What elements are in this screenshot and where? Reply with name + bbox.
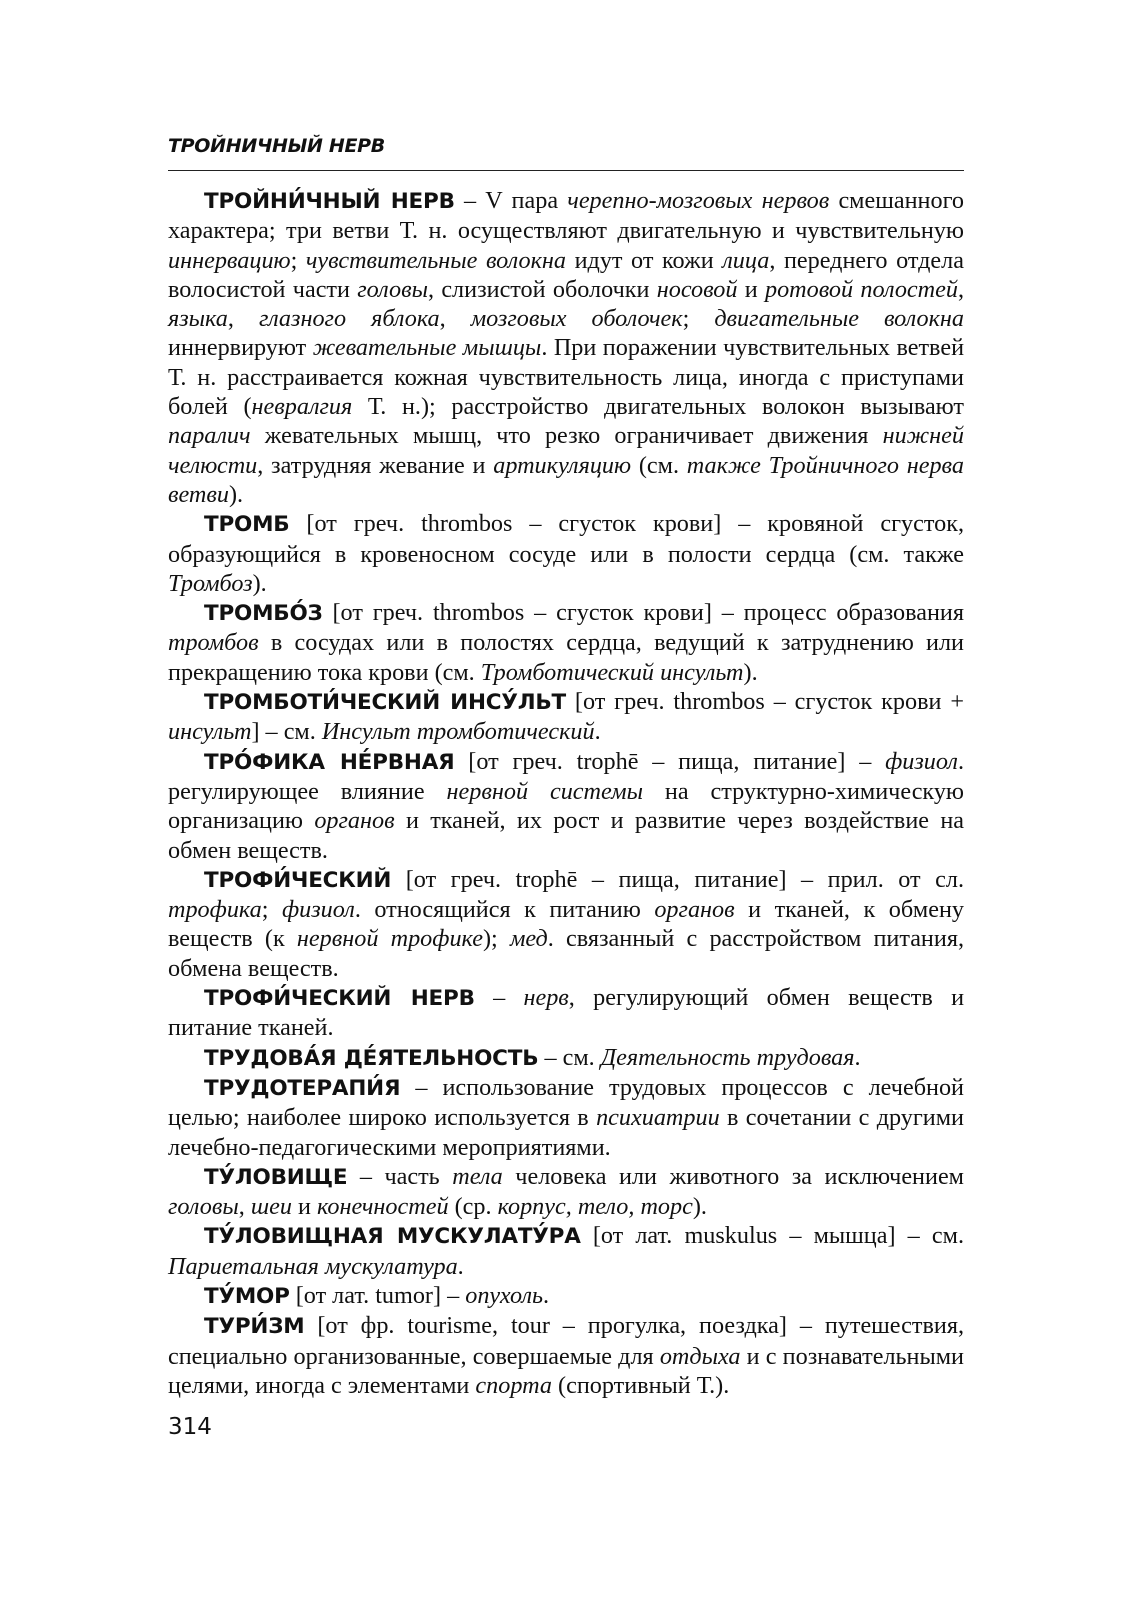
entry-tulovishchnaya-muskulatura: ТУ́ЛОВИЩНАЯ МУСКУЛАТУ́РА [от лат. muskulus – мышца] – см. Париетальная мускулатура.	[168, 1222, 964, 1280]
entry-trofika-nervnaya: ТРО́ФИКА НЕ́РВНАЯ [от греч. trophē – пища, питание] – физиол. регулирующее влияние нервной системы на структурно-химическую организацию органов и тканей, их рост и развитие через воздействие на обмен веществ.	[168, 747, 965, 864]
entry-tromb: ТРОМБ [от греч. thrombos – сгусток крови] – кровяной сгусток, образующийся в кровеносном сосуде или в полости сердца (см. также Тромбоз).	[168, 510, 964, 597]
headword: ТРОМБ	[204, 512, 290, 538]
headword: ТРОЙНИ́ЧНЫЙ НЕРВ	[204, 189, 455, 214]
entry-trudoterapiya: ТРУДОТЕРАПИ́Я – использование трудовых процессов с лечебной целью; наиболее широко используется в психиатрии в сочетании с другими лечебно-педагогическими мероприятиями.	[168, 1073, 964, 1161]
header-rule	[168, 170, 964, 171]
headword: ТРУДОВА́Я ДЕ́ЯТЕЛЬНОСТЬ	[204, 1045, 539, 1071]
entry-troinichny-nerv: ТРОЙНИ́ЧНЫЙ НЕРВ – V пара черепно-мозговых нервов смешанного характера; три ветви Т. н. осуществляют двигательную и чувствительную иннервацию; чувствительные волокна идут от кожи лица, переднего отдела волосистой части головы, слизистой оболочки носовой и ротовой полостей, языка, глазного яблока, мозговых оболочек; двигательные волокна иннервируют жевательные мышцы. При поражении чувствительных ветвей Т. н. расстраивается кожная чувствительность лица, иногда с приступами болей (невралгия Т. н.); расстройство двигательных волокон вызывают паралич жевательных мышц, что резко ограничивает движения нижней челюсти, затрудняя жевание и артикуляцию (см. также Тройничного нерва ветви).	[168, 187, 965, 508]
headword: ТУ́МОР	[204, 1283, 290, 1309]
entry-troficheskiy-nerv: ТРОФИ́ЧЕСКИЙ НЕРВ – нерв, регулирующий обмен веществ и питание тканей.	[168, 984, 965, 1042]
headword: ТРОФИ́ЧЕСКИЙ	[204, 867, 392, 893]
running-head: ТРОЙНИЧНЫЙ НЕРВ	[168, 135, 385, 157]
headword: ТРОФИ́ЧЕСКИЙ НЕРВ	[204, 986, 475, 1012]
entry-troficheskiy: ТРОФИ́ЧЕСКИЙ [от греч. trophē – пища, питание] – прил. от сл. трофика; физиол. относящийся к питанию органов и тканей, к обмену веществ (к нервной трофике); мед. связанный с расстройством питания, обмена веществ.	[168, 865, 964, 982]
headword: ТРОМБОТИ́ЧЕСКИЙ ИНСУ́ЛЬТ	[204, 690, 566, 716]
headword: ТУ́ЛОВИЩНАЯ МУСКУЛАТУ́РА	[204, 1224, 581, 1250]
entry-turizm: ТУРИ́ЗМ [от фр. tourisme, tour – прогулка, поездка] – путешествия, специально организованные, совершаемые для отдыха и с познавательными целями, иногда с элементами спорта (спортивный Т.).	[168, 1312, 965, 1399]
entry-trudovaya-deyatelnost: ТРУДОВА́Я ДЕ́ЯТЕЛЬНОСТЬ – см. Деятельность трудовая.	[204, 1043, 861, 1071]
entry-tromboz: ТРОМБО́З [от греч. thrombos – сгусток крови] – процесс образования тромбов в сосудах или в полостях сердца, ведущий к затруднению или прекращению тока крови (см. Тромботический инсульт).	[168, 599, 964, 686]
headword: ТРУДОТЕРАПИ́Я	[204, 1075, 401, 1101]
headword: ТРОМБО́З	[204, 601, 323, 627]
entry-tromboticheskiy-insult: ТРОМБОТИ́ЧЕСКИЙ ИНСУ́ЛЬТ [от греч. thrombos – сгусток крови + инсульт] – см. Инсульт тромботический.	[168, 688, 964, 746]
entry-tumor: ТУ́МОР [от лат. tumor] – опухоль.	[204, 1281, 550, 1309]
entry-tulovishche: ТУ́ЛОВИЩЕ – часть тела человека или животного за исключением головы, шеи и конечностей (ср. корпус, тело, торс).	[168, 1162, 964, 1221]
entries-column	[168, 186, 964, 1400]
page-number: 314	[168, 1414, 212, 1440]
headword: ТУ́ЛОВИЩЕ	[204, 1164, 348, 1190]
headword: ТРО́ФИКА НЕ́РВНАЯ	[204, 749, 455, 775]
headword: ТУРИ́ЗМ	[204, 1314, 305, 1340]
